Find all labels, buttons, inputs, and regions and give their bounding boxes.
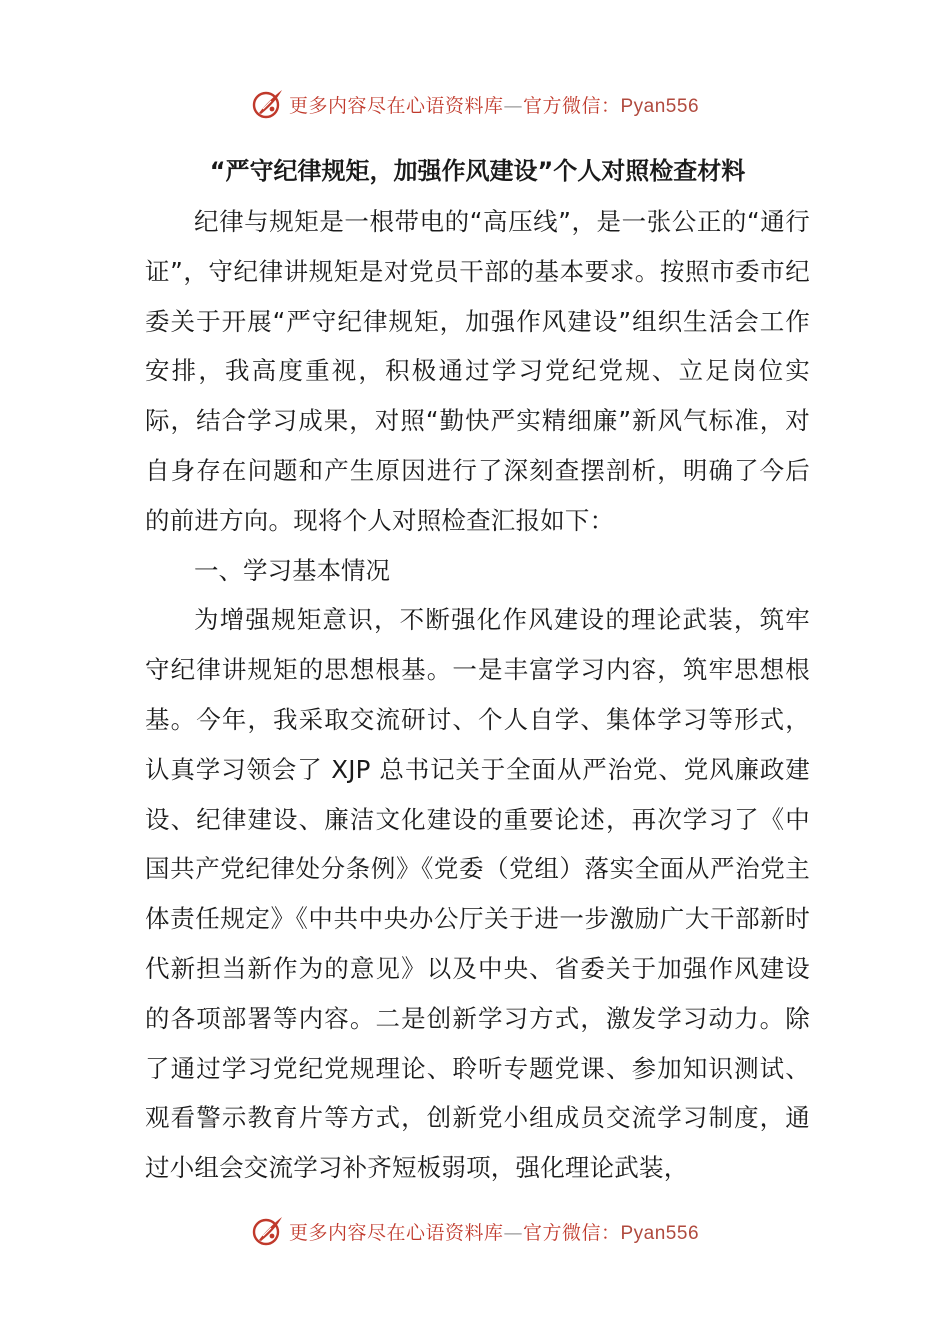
banner-text — [289, 91, 699, 118]
intro-paragraph: 纪律与规矩是一根带电的“高压线”，是一张公正的“通行证”，守纪律讲规矩是对党员干部的基本要求。按照市委市纪委关于开展“严守纪律规矩，加强作风建设”组织生活会工作安排，我高度重视，积极通过学习党纪党规、立足岗位实际，结合学习成果，对照“勤快严实精细廉”新风气标准，对自身存在问题和产生原因进行了深刻查摆剖析，明确了今后的前进方向。现将个人对照检查汇报如下： — [145, 207, 810, 535]
document-title: “严守纪律规矩，加强作风建设”个人对照检查材料 — [209, 157, 746, 185]
banner-dash: — — [503, 1221, 523, 1244]
banner-dash: — — [503, 94, 523, 117]
body-paragraph: 为增强规矩意识，不断强化作风建设的理论武装，筑牢守纪律讲规矩的思想根基。一是丰富学习内容，筑牢思想根基。今年，我采取交流研讨、个人自学、集体学习等形式，认真学习领会了 XJP 总书记关于全面从严治党、党风廉政建设、纪律建设、廉洁文化建设的重要论述，再次学习了《中国共产党纪律处分条例》《党委（党组）落实全面从严治党主体责任规定》《中共中央办公厅关于进一步激励广大干部新时代新担当新作为的意见》以及中央、省委关于加强作风建设的各项部署等内容。二是创新学习方式，激发学习动力。除了通过学习党纪党规理论、聆听专题党课、参加知识测试、观看警示教育片等方式，创新党小组成员交流学习制度，通过小组会交流学习补齐短板弱项，强化理论武装， — [145, 605, 810, 1183]
banner-text — [289, 1218, 699, 1245]
section-heading: 一、学习基本情况 — [194, 555, 390, 585]
banner-wechat-id: Pyan556 — [620, 1222, 700, 1244]
logo-quill-icon — [251, 1214, 285, 1248]
header-banner — [0, 84, 950, 124]
banner-wechat-label: 官方微信： — [522, 1221, 621, 1244]
banner-wechat-label: 官方微信： — [522, 94, 621, 117]
logo-quill-icon — [251, 87, 285, 121]
banner-wechat-id: Pyan556 — [620, 95, 700, 117]
document-body — [145, 148, 810, 1193]
banner-library-text: 更多内容尽在心语资料库 — [288, 1221, 504, 1244]
footer-banner — [0, 1211, 950, 1251]
banner-library-text: 更多内容尽在心语资料库 — [288, 94, 504, 117]
